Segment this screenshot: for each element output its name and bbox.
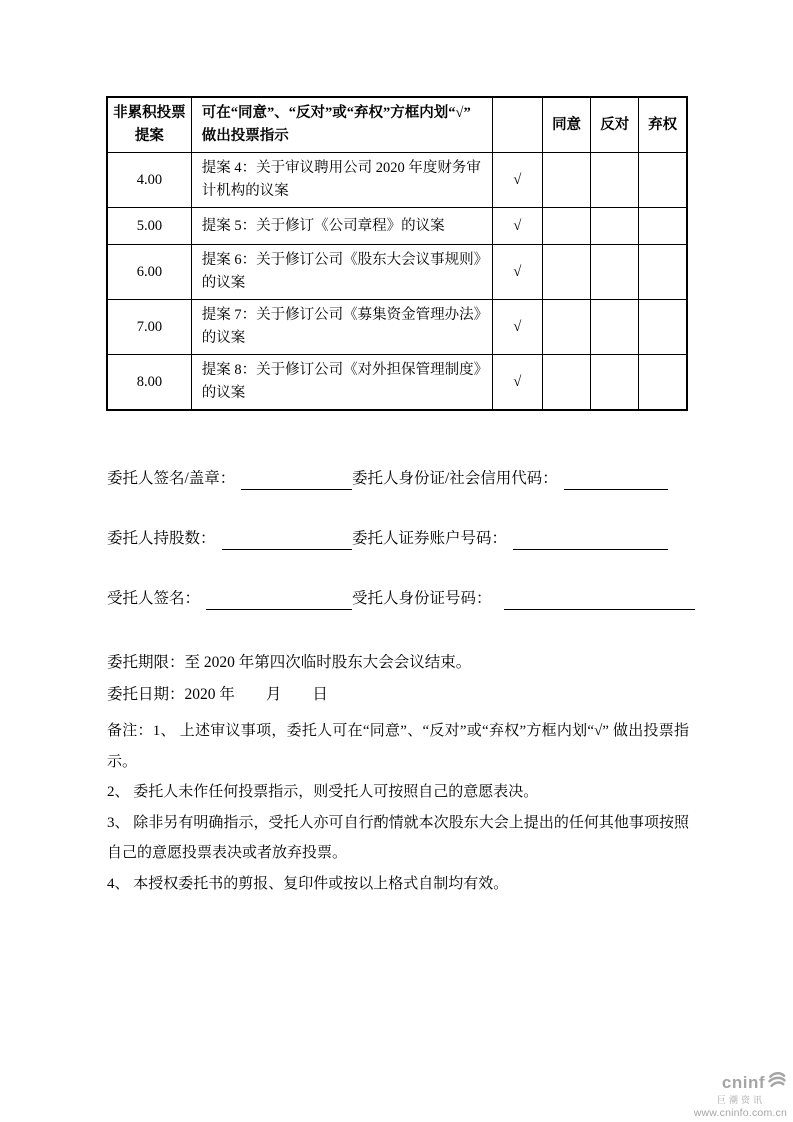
against-box bbox=[591, 245, 639, 300]
cninfo-logo bbox=[694, 1070, 787, 1119]
cninfo-chinese-name: 巨潮资讯 bbox=[716, 1095, 765, 1105]
abstain-box bbox=[639, 208, 687, 245]
agree-box bbox=[542, 245, 590, 300]
abstain-box bbox=[639, 300, 687, 355]
note-item: 3、 除非另有明确指示，受托人亦可自行酌情就本次股东大会上提出的任何其他事项按照自己的意愿投票表决或者放弃投票。 bbox=[107, 814, 689, 861]
signature-line bbox=[504, 606, 695, 610]
vote-mark: √ bbox=[492, 208, 542, 245]
signature-line bbox=[513, 546, 668, 550]
agree-box bbox=[542, 208, 590, 245]
proposal-number: 5.00 bbox=[107, 208, 191, 245]
table-row bbox=[107, 300, 687, 355]
header-mark bbox=[492, 97, 542, 153]
mandate-period: 委托期限：至 2020 年第四次临时股东大会会议结束。 bbox=[107, 654, 472, 671]
note-item: 4、 本授权委托书的剪报、复印件或按以上格式自制均有效。 bbox=[107, 875, 509, 892]
vote-mark: √ bbox=[492, 153, 542, 208]
signature-line bbox=[241, 486, 352, 490]
signature-line bbox=[222, 546, 352, 550]
vote-mark: √ bbox=[492, 355, 542, 411]
agree-box bbox=[542, 300, 590, 355]
principal-shares-row bbox=[107, 528, 668, 550]
principal-shares-label: 委托人持股数： bbox=[107, 530, 216, 547]
proposal-text: 提案 7：关于修订公司《募集资金管理办法》的议案 bbox=[191, 300, 492, 355]
proposal-number: 6.00 bbox=[107, 245, 191, 300]
agree-box bbox=[542, 153, 590, 208]
note-item: 备注：1、 上述审议事项，委托人可在“同意”、“反对”或“弃权”方框内划“√” 做出投票指示。 bbox=[107, 723, 689, 770]
proposal-text: 提案 8：关于修订公司《对外担保管理制度》的议案 bbox=[191, 355, 492, 411]
proxy-signature-row bbox=[107, 588, 695, 610]
proposal-number: 8.00 bbox=[107, 355, 191, 411]
proposal-number: 4.00 bbox=[107, 153, 191, 208]
header-abstain: 弃权 bbox=[639, 97, 687, 153]
principal-signature-label: 委托人签名/盖章： bbox=[107, 470, 236, 487]
header-against: 反对 bbox=[591, 97, 639, 153]
vote-mark: √ bbox=[492, 300, 542, 355]
table-row bbox=[107, 208, 687, 245]
proposal-number: 7.00 bbox=[107, 300, 191, 355]
mandate-date: 委托日期：2020 年 月 日 bbox=[107, 686, 328, 703]
vote-mark: √ bbox=[492, 245, 542, 300]
against-box bbox=[591, 208, 639, 245]
table-row bbox=[107, 153, 687, 208]
abstain-box bbox=[639, 355, 687, 411]
cninfo-swirl-icon bbox=[767, 1070, 787, 1094]
against-box bbox=[591, 153, 639, 208]
header-agree: 同意 bbox=[542, 97, 590, 153]
proposal-text: 提案 6：关于修订公司《股东大会议事规则》的议案 bbox=[191, 245, 492, 300]
proposal-text: 提案 5：关于修订《公司章程》的议案 bbox=[191, 208, 492, 245]
table-row bbox=[107, 355, 687, 411]
agree-box bbox=[542, 355, 590, 411]
header-proposal-no: 非累积投票提案 bbox=[107, 97, 191, 153]
proposal-text: 提案 4：关于审议聘用公司 2020 年度财务审计机构的议案 bbox=[191, 153, 492, 208]
note-item: 2、 委托人未作任何投票指示，则受托人可按照自己的意愿表决。 bbox=[107, 784, 539, 800]
table-header-row bbox=[107, 97, 687, 153]
against-box bbox=[591, 355, 639, 411]
voting-table bbox=[106, 96, 688, 411]
proxy-signature-label: 受托人签名： bbox=[107, 590, 201, 607]
principal-signature-row bbox=[107, 468, 668, 490]
principal-id-label: 委托人身份证/社会信用代码： bbox=[352, 470, 558, 487]
header-instructions: 可在“同意”、“反对”或“弃权”方框内划“√” 做出投票指示 bbox=[191, 97, 492, 153]
signature-line bbox=[206, 606, 352, 610]
notes-section bbox=[107, 716, 689, 899]
signature-line bbox=[564, 486, 668, 490]
proxy-id-label: 受托人身份证号码： bbox=[352, 590, 492, 607]
cninfo-url: www.cninfo.com.cn bbox=[693, 1107, 787, 1119]
abstain-box bbox=[639, 153, 687, 208]
table-row bbox=[107, 245, 687, 300]
abstain-box bbox=[639, 245, 687, 300]
cninfo-brand-text: cninf bbox=[721, 1072, 765, 1092]
against-box bbox=[591, 300, 639, 355]
principal-account-label: 委托人证券账户号码： bbox=[352, 530, 508, 547]
